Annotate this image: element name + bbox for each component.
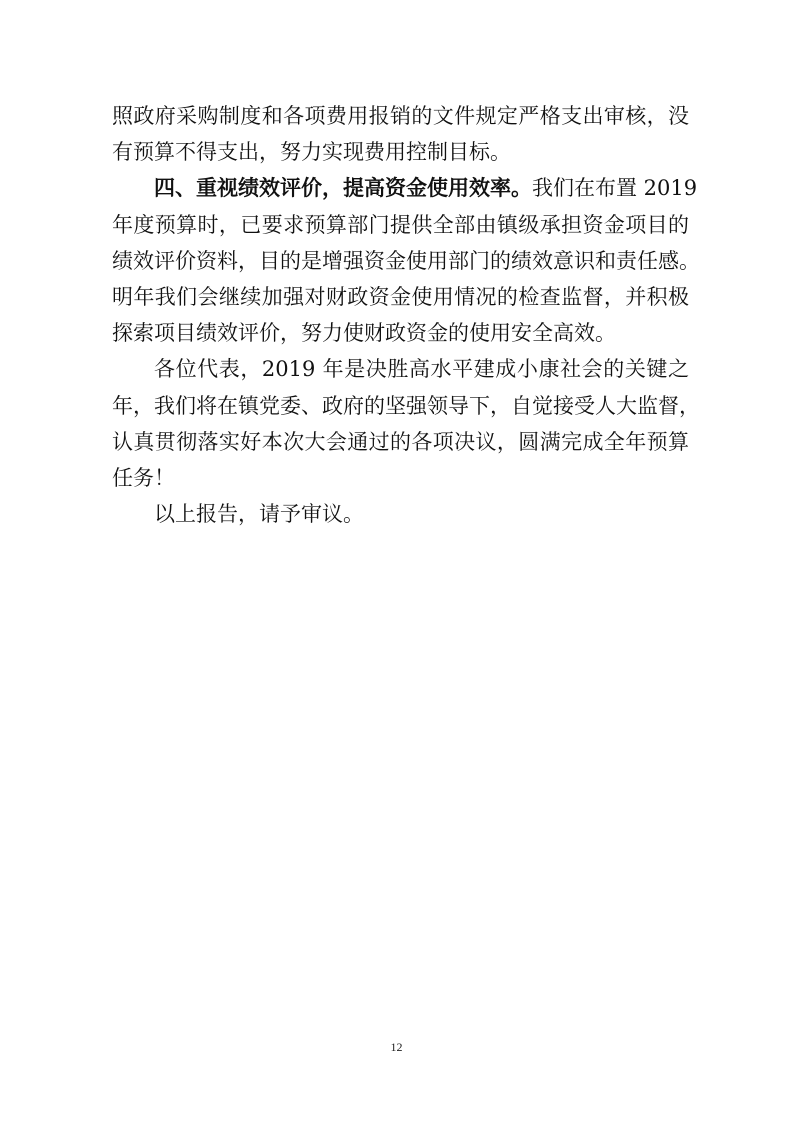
- paragraph-line: 有预算不得支出，努力实现费用控制目标。: [112, 140, 511, 165]
- section-4-first-line: [112, 170, 698, 206]
- closing-line: 年，我们将在镇党委、政府的坚强领导下，自觉接受人大监督，: [112, 393, 700, 418]
- section-4-first-line-text: 我们在布置 2019: [532, 176, 698, 201]
- document-body: [112, 98, 700, 532]
- final-line: 以上报告，请予审议。: [154, 502, 364, 527]
- section-4-line: 绩效评价资料，目的是增强资金使用部门的绩效意识和责任感。: [112, 248, 700, 273]
- section-4-line: 年度预算时，已要求预算部门提供全部由镇级承担资金项目的: [112, 212, 689, 237]
- section-4-line: 探索项目绩效评价，努力使财政资金的使用安全高效。: [112, 321, 616, 346]
- closing-line: 认真贯彻落实好本次大会通过的各项决议，圆满完成全年预算: [112, 429, 689, 454]
- paragraph-line: 照政府采购制度和各项费用报销的文件规定严格支出审核，没: [112, 104, 689, 128]
- closing-first-line: 各位代表，2019 年是决胜高水平建成小康社会的关键之: [154, 357, 689, 382]
- page-number: 12: [390, 1040, 403, 1054]
- closing-line: 任务！: [112, 465, 175, 490]
- section-4-line: 明年我们会继续加强对财政资金使用情况的检查监督，并积极: [112, 284, 689, 309]
- section-4-heading: 四、重视绩效评价，提高资金使用效率。: [154, 175, 532, 201]
